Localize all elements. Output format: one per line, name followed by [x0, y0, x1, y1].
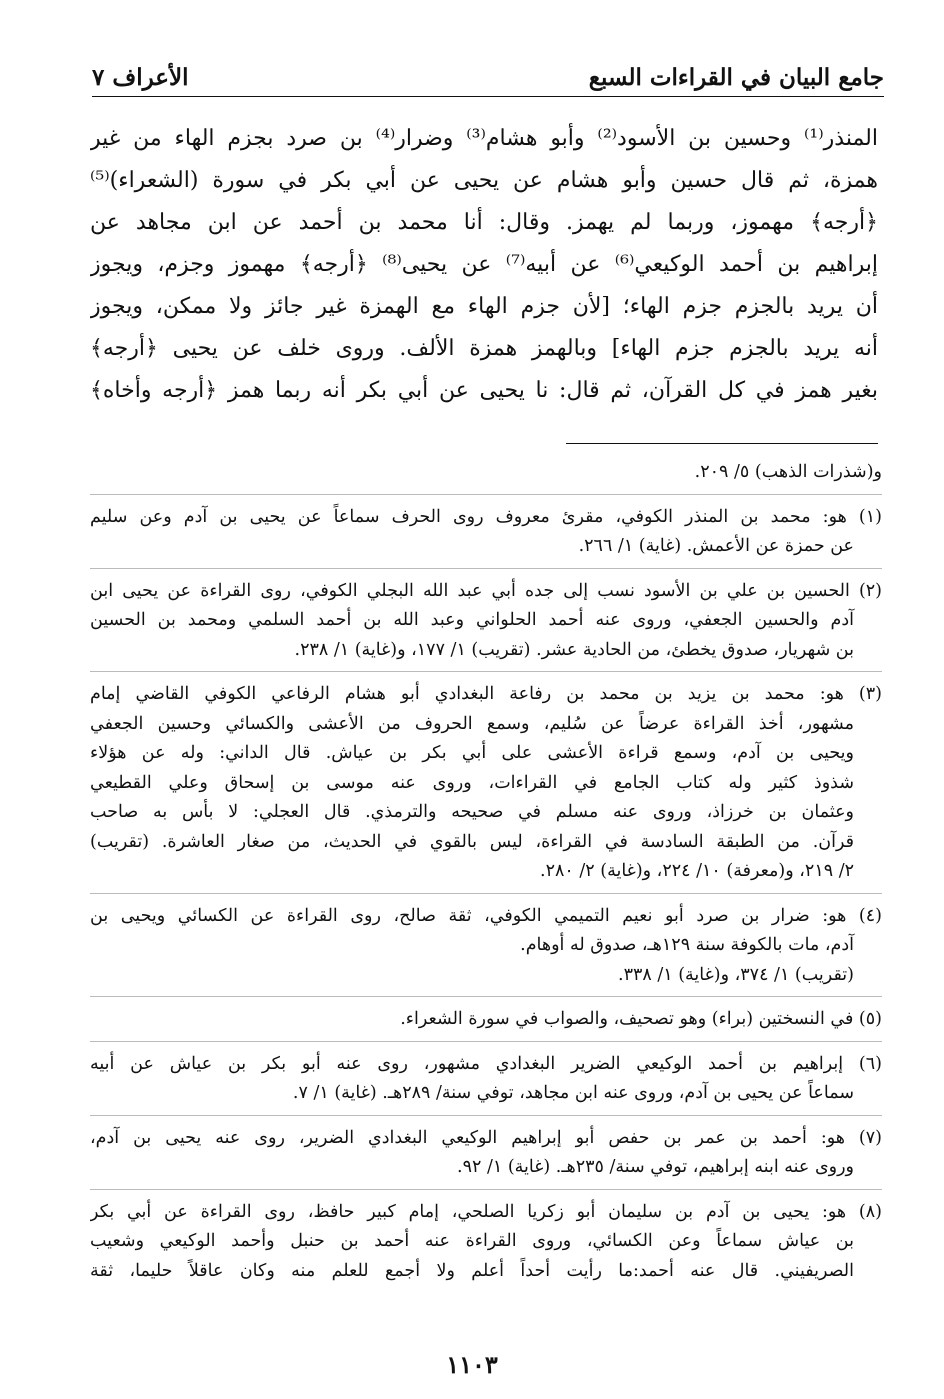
footnote-line: (١) هو: محمد بن المنذر الكوفي، مقرئ معروف روى الحرف سماعاً عن يحيى بن آدم وعن سليم: [90, 506, 882, 527]
footnote-separator: [566, 443, 878, 444]
footnote-line: عن حمزة عن الأعمش. (غاية) ١/ ٢٦٦.: [578, 536, 854, 556]
main-text-line: إبراهيم بن أحمد الوكيعي⁽⁶⁾ عن أبيه⁽⁷⁾ عن يحيى⁽⁸⁾ ﴿أرجه﴾ مهموز وجزم، ويجوز: [90, 252, 878, 277]
footnote-line: (٨) هو: يحيى بن آدم بن سليمان أبو زكريا الصلحي، إمام كبير حافظ، روى القراءة عن أبي بكر: [90, 1201, 882, 1222]
surah-title: الأعراف ٧: [92, 64, 189, 91]
main-text-line: أن يريد بالجزم جزم الهاء؛ [لأن جزم الهاء مع الهمزة غير جائز ولا ممكن، ويجوز: [90, 294, 878, 319]
footnote-3: [90, 680, 882, 894]
footnote-line: آدم، مات بالكوفة سنة ١٢٩هـ، صدوق له أوهام.: [520, 935, 854, 955]
footnote-line: شذوذ كثير وله كتاب الجامع في القراءات، وروى عنه موسى بن إسحاق وعلي القطيعي: [90, 772, 854, 793]
footnote-line: بن عياش سماعاً وعن الكسائي، وروى القراءة عنه أحمد بن حنبل وأحمد الوكيعي وشعيب: [90, 1231, 854, 1251]
main-text: [90, 118, 878, 412]
footnote-2: [90, 577, 882, 673]
footnote-line: (٣) هو: محمد بن يزيد بن محمد بن رفاعة البغدادي أبو هشام الرفاعي الكوفي القاضي إمام: [90, 684, 882, 704]
footnote-line: آدم والحسين الجعفي، وروى عنه أحمد الحلواني وعبد الله بن أحمد السلمي ومحمد بن الحسين: [90, 610, 854, 630]
footnote-4: [90, 902, 882, 998]
footnote-line: (تقريب) ١/ ٣٧٤، و(غاية) ١/ ٣٣٨.: [617, 964, 854, 985]
footnote-line: (٢) الحسين بن علي بن الأسود نسب إلى جده أبي عبد الله البجلي الكوفي، روى القراءة عن يحيى ابن: [90, 580, 882, 601]
main-text-line: بغير همز في كل القرآن، ثم قال: نا يحيى عن أبي بكر أنه ربما همز ﴿أرجه وأخاه﴾: [90, 378, 878, 403]
footnote-continuation: [90, 458, 882, 495]
main-text-line: المنذر⁽¹⁾ وحسين بن الأسود⁽²⁾ وأبو هشام⁽³⁾ وضرار⁽⁴⁾ بن صرد بجزم الهاء من غير: [90, 126, 878, 151]
footnote-line: الصريفيني. قال عنه أحمد:ما رأيت أحداً أعلم ولا أجمع للعلم منه وكان عاقلاً حليما، ثقة: [90, 1260, 854, 1281]
footnotes: [90, 458, 882, 1300]
footnote-6: [90, 1050, 882, 1116]
main-text-line: همزة، ثم قال حسين وأبو هشام عن يحيى عن أبي بكر في سورة (الشعراء)⁽⁵⁾: [90, 168, 878, 193]
footnote-line: مشهور، أخذ القراءة عرضاً عن سُليم، وسمع الحروف من الأعشى والكسائي وحسين الجعفي: [90, 713, 854, 734]
footnote-1: [90, 503, 882, 569]
footnote-7: [90, 1124, 882, 1190]
footnote-line: وروى عنه ابنه إبراهيم، توفي سنة/ ٢٣٥هـ. (غاية) ١/ ٩٢.: [457, 1157, 854, 1177]
footnote-line: (٤) هو: ضرار بن صرد أبو نعيم التميمي الكوفي، ثقة صالح، روى القراءة عن الكسائي ويحيى بن: [90, 905, 882, 926]
footnote-5: [90, 1005, 882, 1042]
main-text-line: ﴿أرجه﴾ مهموز، وربما لم يهمز. وقال: أنا محمد بن أحمد عن ابن مجاهد عن: [90, 210, 878, 235]
footnote-8: [90, 1198, 882, 1293]
footnote-line: قرآن. من الطبقة السادسة في القراءة، ليس بالقوي في الحديث، من صغار العاشرة. (تقريب): [90, 831, 854, 852]
header-rule: [92, 96, 884, 97]
footnote-line: بن شهريار، صدوق يخطئ، من الحادية عشر. (تقريب) ١/ ١٧٧، و(غاية) ١/ ٢٣٨.: [294, 639, 854, 660]
footnote-line: وعثمان بن خرزاذ، وروى عنه مسلم في صحيحه والترمذي. قال العجلي: لا بأس به صاحب: [90, 802, 854, 822]
footnote-line: ويحيى بن آدم، وسمع قراءة الأعشى على أبي بكر بن عياش. قال الداني: وله عن هؤلاء: [90, 743, 854, 763]
footnote-line: (٥) في النسختين (براء) وهو تصحيف، والصواب في سورة الشعراء.: [400, 1009, 882, 1029]
running-header: [92, 58, 884, 96]
footnote-line: و(شذرات الذهب) ٥/ ٢٠٩.: [694, 462, 882, 482]
book-title: جامع البيان في القراءات السبع: [588, 64, 884, 91]
main-text-line: أنه يريد بالجزم جزم الهاء] وبالهمز همزة الألف. وروى خلف عن يحيى ﴿أرجه﴾: [90, 336, 878, 361]
page-number: ١١٠٣: [446, 1350, 498, 1379]
footnote-line: (٧) هو: أحمد بن عمر بن حفص أبو إبراهيم الوكيعي البغدادي الضرير، روى عنه يحيى بن آدم،: [90, 1127, 882, 1148]
footnote-line: ٢/ ٢١٩، و(معرفة) ١٠/ ٢٢٤، و(غاية) ٢/ ٢٨٠.: [540, 861, 854, 881]
footnote-line: سماعاً عن يحيى بن آدم، وروى عنه ابن مجاهد، توفي سنة/ ٢٨٩هـ. (غاية) ١/ ٧.: [292, 1083, 854, 1103]
footnote-line: (٦) إبراهيم بن أحمد الوكيعي الضرير البغدادي مشهور، روى عنه أبو بكر بن عياش عن أبيه: [90, 1053, 882, 1074]
